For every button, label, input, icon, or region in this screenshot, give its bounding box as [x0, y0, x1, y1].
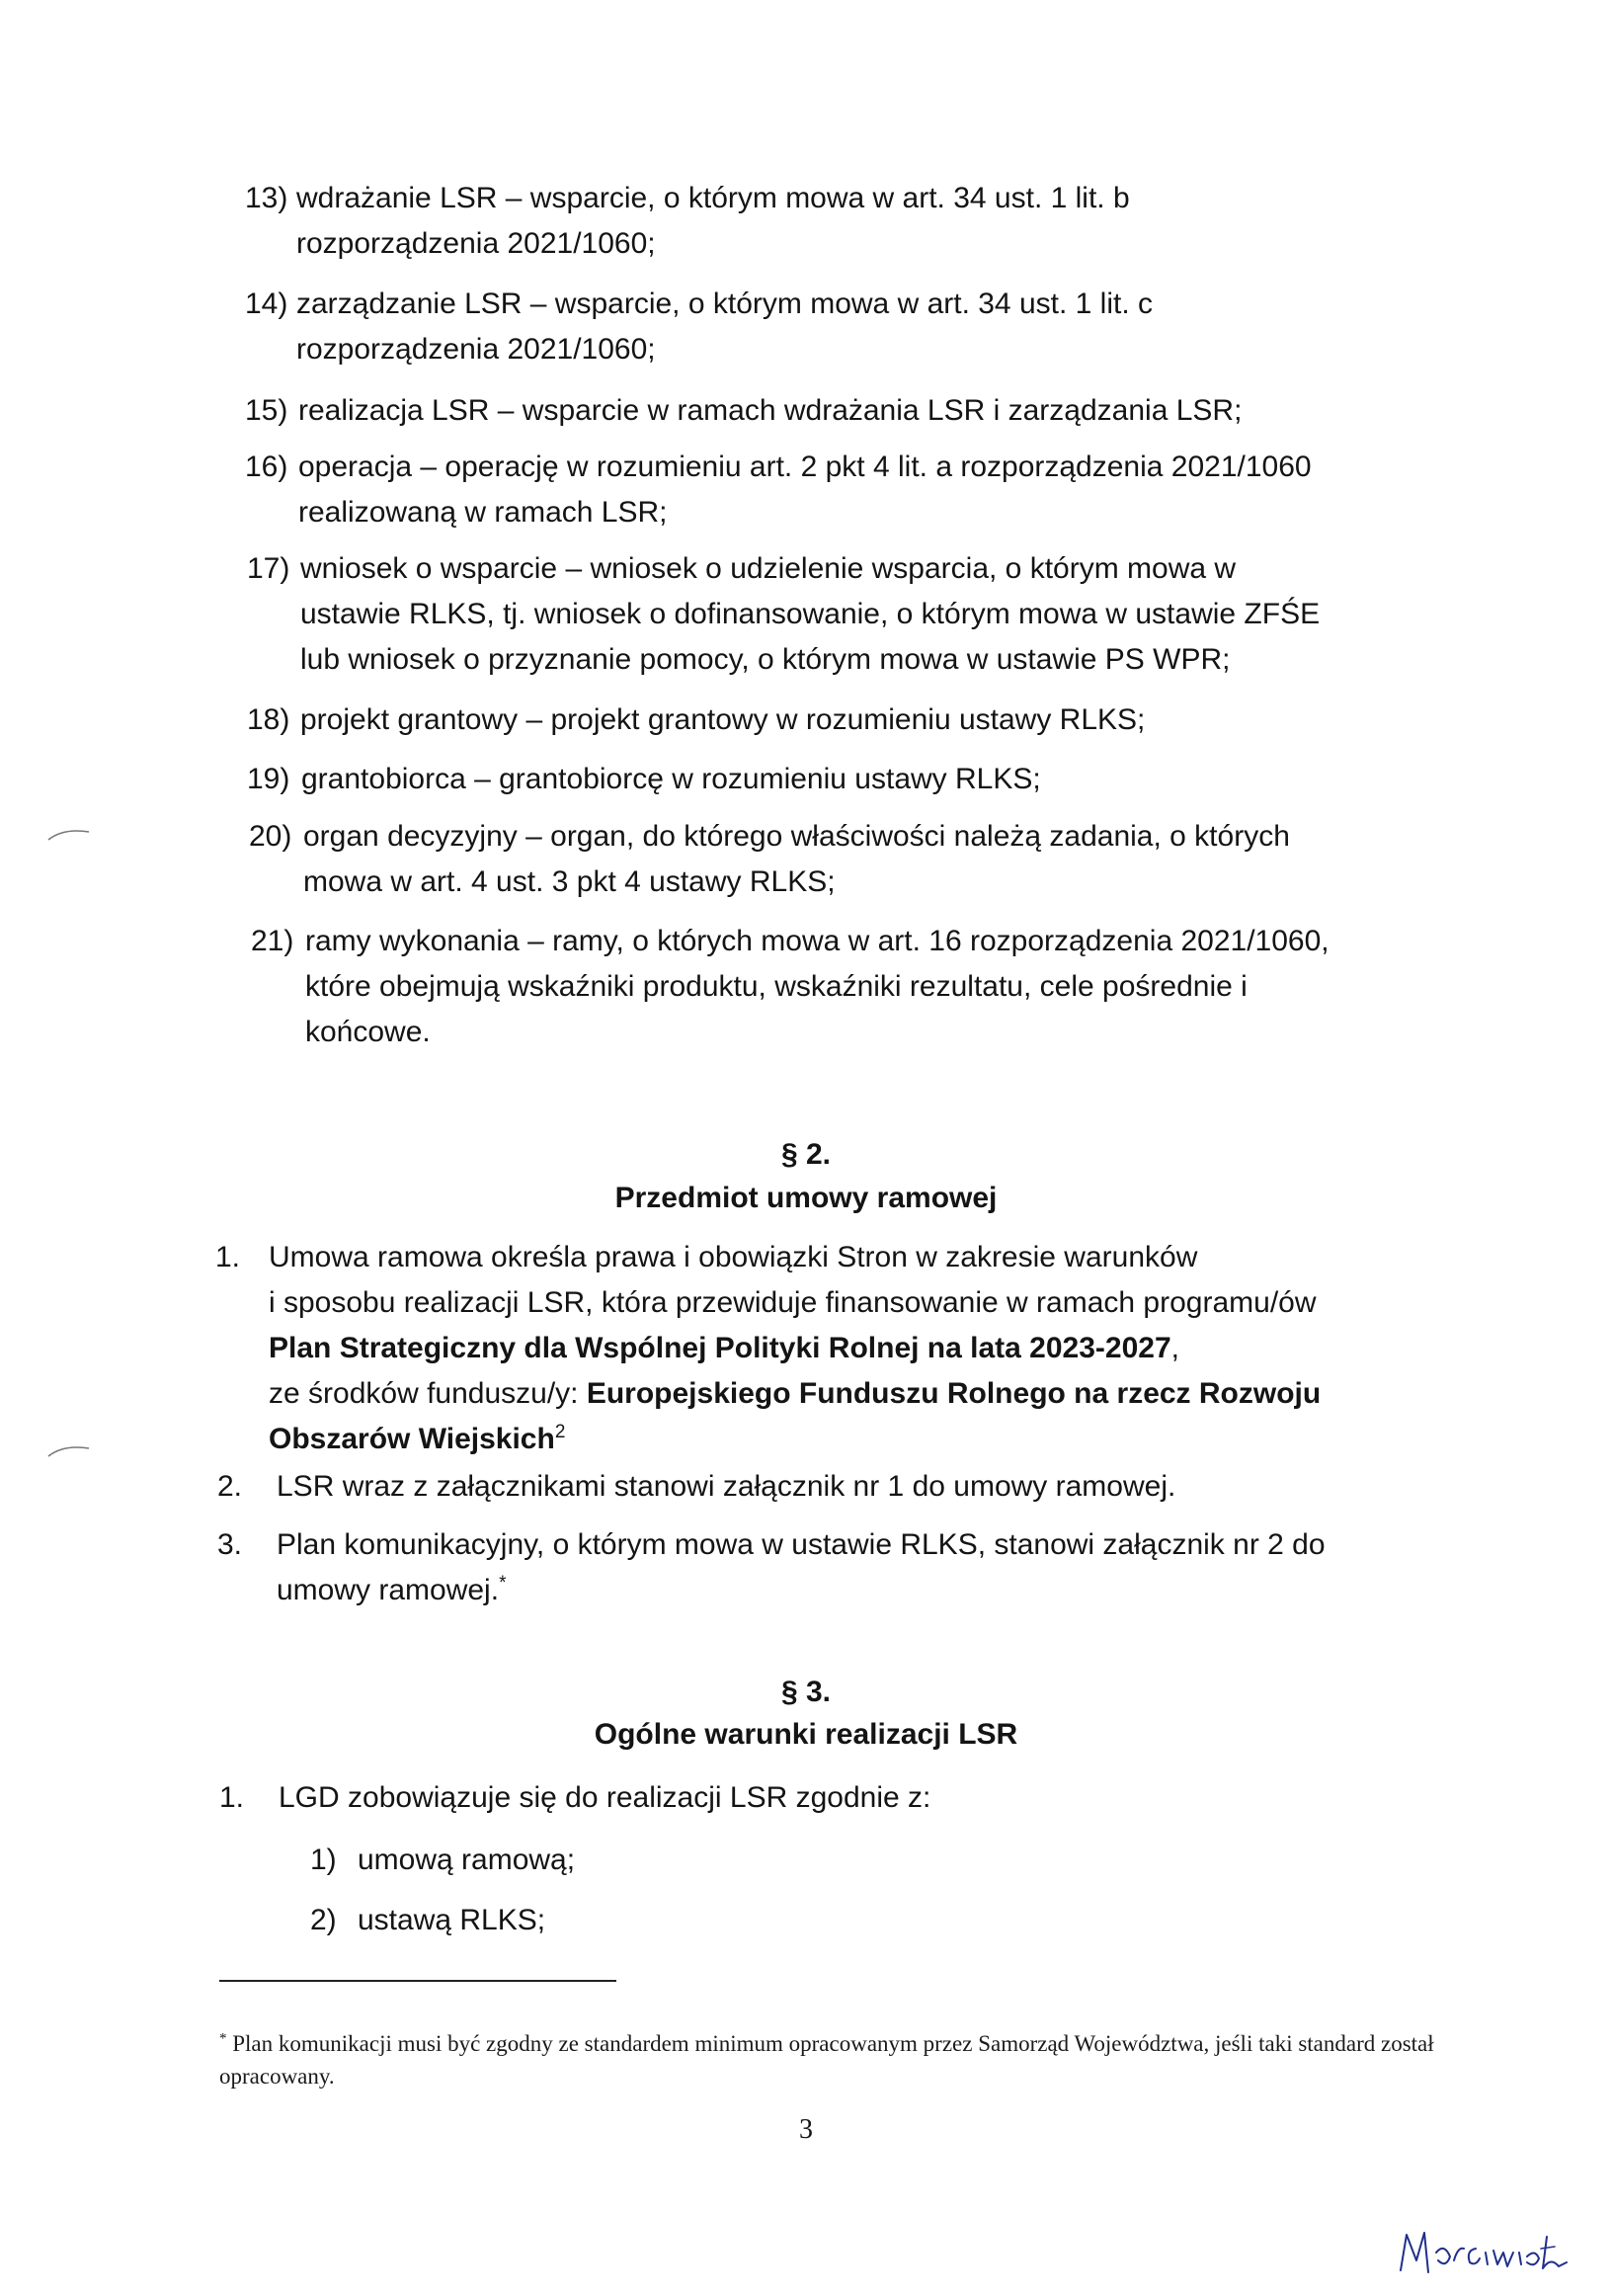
- definition-item-16: [245, 445, 1490, 535]
- definition-item-17: [247, 546, 1491, 683]
- definition-item-20: [249, 814, 1493, 905]
- definition-item-18: [247, 697, 1482, 743]
- item-text: projekt grantowy – projekt grantowy w rozumieniu ustawy RLKS;: [300, 703, 1146, 736]
- item-number: 13): [245, 182, 288, 214]
- paragraph-line: Umowa ramowa określa prawa i obowiązki Stron w zakresie warunków: [269, 1241, 1198, 1273]
- footnote-reference: *: [499, 1573, 507, 1594]
- item-text: grantobiorca – grantobiorcę w rozumieniu ustawy RLKS;: [301, 763, 1041, 795]
- section-2-title: Przedmiot umowy ramowej: [614, 1182, 998, 1214]
- fund-name: Europejskiego Funduszu Rolnego na rzecz Rozwoju: [586, 1377, 1322, 1410]
- item-number: 21): [251, 925, 294, 957]
- item-number: 17): [247, 552, 290, 585]
- paragraph-number: 2.: [217, 1470, 243, 1503]
- item-number: 16): [245, 451, 288, 483]
- paragraph-number: 1.: [215, 1241, 241, 1273]
- section-2-number: § 2.: [780, 1138, 832, 1171]
- page-number: 3: [799, 2114, 813, 2145]
- item-number: 19): [247, 763, 290, 795]
- footnote-reference: 2: [554, 1422, 566, 1442]
- item-text: zarządzanie LSR – wsparcie, o którym mowa w art. 34 ust. 1 lit. c rozporządzenia 2021/1060;: [296, 287, 1153, 366]
- definition-item-14: [245, 282, 1480, 372]
- paragraph-line: Plan komunikacyjny, o którym mowa w ustawie RLKS, stanowi załącznik nr 2 do: [277, 1528, 1326, 1561]
- item-text: organ decyzyjny – organ, do którego właściwości należą zadania, o których mowa w art. 4 ust. 3 pkt 4 ustawy RLKS;: [303, 820, 1290, 898]
- section-2-paragraph-2: [217, 1464, 1482, 1510]
- definition-item-13: [245, 176, 1480, 267]
- definition-item-15: [245, 388, 1480, 434]
- fund-prefix: ze środków funduszu/y:: [269, 1377, 587, 1410]
- footnote-separator: [219, 1980, 616, 1982]
- subitem-text: ustawą RLKS;: [358, 1904, 546, 1936]
- footnote-mark: *: [219, 2030, 227, 2047]
- subitem-number: 1): [310, 1844, 337, 1876]
- margin-mark-2: [45, 1438, 95, 1462]
- item-text: ramy wykonania – ramy, o których mowa w art. 16 rozporządzenia 2021/1060, które obejmują wskaźniki produktu, wskaźniki rezultatu, cele pośrednie i końcowe.: [305, 925, 1330, 1048]
- program-suffix: ,: [1170, 1332, 1179, 1364]
- item-number: 14): [245, 287, 288, 320]
- section-3-number: § 3.: [780, 1676, 832, 1708]
- item-text: wdrażanie LSR – wsparcie, o którym mowa w art. 34 ust. 1 lit. b rozporządzenia 2021/1060;: [296, 182, 1130, 260]
- subitem-number: 2): [310, 1904, 337, 1936]
- item-number: 20): [249, 820, 292, 853]
- item-text: wniosek o wsparcie – wniosek o udzielenie wsparcia, o którym mowa w ustawie RLKS, tj. wniosek o dofinansowanie, o którym mowa w ustawie ZFŚE lub wniosek o przyznanie pomocy, o którym mowa w ustawie PS WPR;: [300, 552, 1321, 676]
- fund-line: [269, 1371, 1480, 1417]
- paragraph-line-2: [277, 1568, 1491, 1613]
- paragraph-text: LGD zobowiązuje się do realizacji LSR zgodnie z:: [279, 1781, 931, 1814]
- program-name: Plan Strategiczny dla Wspólnej Polityki Rolnej na lata 2023-2027: [269, 1332, 1171, 1364]
- paragraph-line: i sposobu realizacji LSR, która przewiduje finansowanie w ramach programu/ów: [269, 1286, 1317, 1319]
- definition-item-21: [251, 919, 1515, 1055]
- item-number: 18): [247, 703, 290, 736]
- item-text: realizacja LSR – wsparcie w ramach wdrażania LSR i zarządzania LSR;: [298, 394, 1243, 427]
- margin-mark-1: [45, 822, 95, 846]
- item-text: operacja – operację w rozumieniu art. 2 pkt 4 lit. a rozporządzenia 2021/1060 realizowaną w ramach LSR;: [298, 451, 1312, 529]
- footnote: [219, 2027, 1444, 2092]
- subitem-text: umową ramową;: [358, 1844, 576, 1876]
- fund-name-continued: Obszarów Wiejskich: [269, 1423, 555, 1455]
- section-3-paragraph-1: [219, 1775, 1484, 1821]
- fund-line-2: [269, 1417, 1480, 1462]
- paragraph-line-text: umowy ramowej.: [277, 1574, 500, 1606]
- section-3-subitem-2: [310, 1898, 1199, 1943]
- section-3-subitem-1: [310, 1838, 1199, 1883]
- paragraph-text: LSR wraz z załącznikami stanowi załącznik nr 1 do umowy ramowej.: [277, 1470, 1176, 1503]
- definition-item-19: [247, 757, 1482, 802]
- program-line: [269, 1326, 1480, 1371]
- section-3-title: Ogólne warunki realizacji LSR: [594, 1718, 1018, 1751]
- handwritten-signature: [1393, 2213, 1571, 2282]
- item-number: 15): [245, 394, 288, 427]
- section-2-paragraph-1: [215, 1235, 1480, 1462]
- footnote-text: Plan komunikacji musi być zgodny ze standardem minimum opracowanym przez Samorząd Województwa, jeśli taki standard został opracowany.: [219, 2031, 1434, 2089]
- paragraph-number: 1.: [219, 1781, 245, 1814]
- paragraph-number: 3.: [217, 1528, 243, 1561]
- section-2-paragraph-3: [217, 1522, 1491, 1613]
